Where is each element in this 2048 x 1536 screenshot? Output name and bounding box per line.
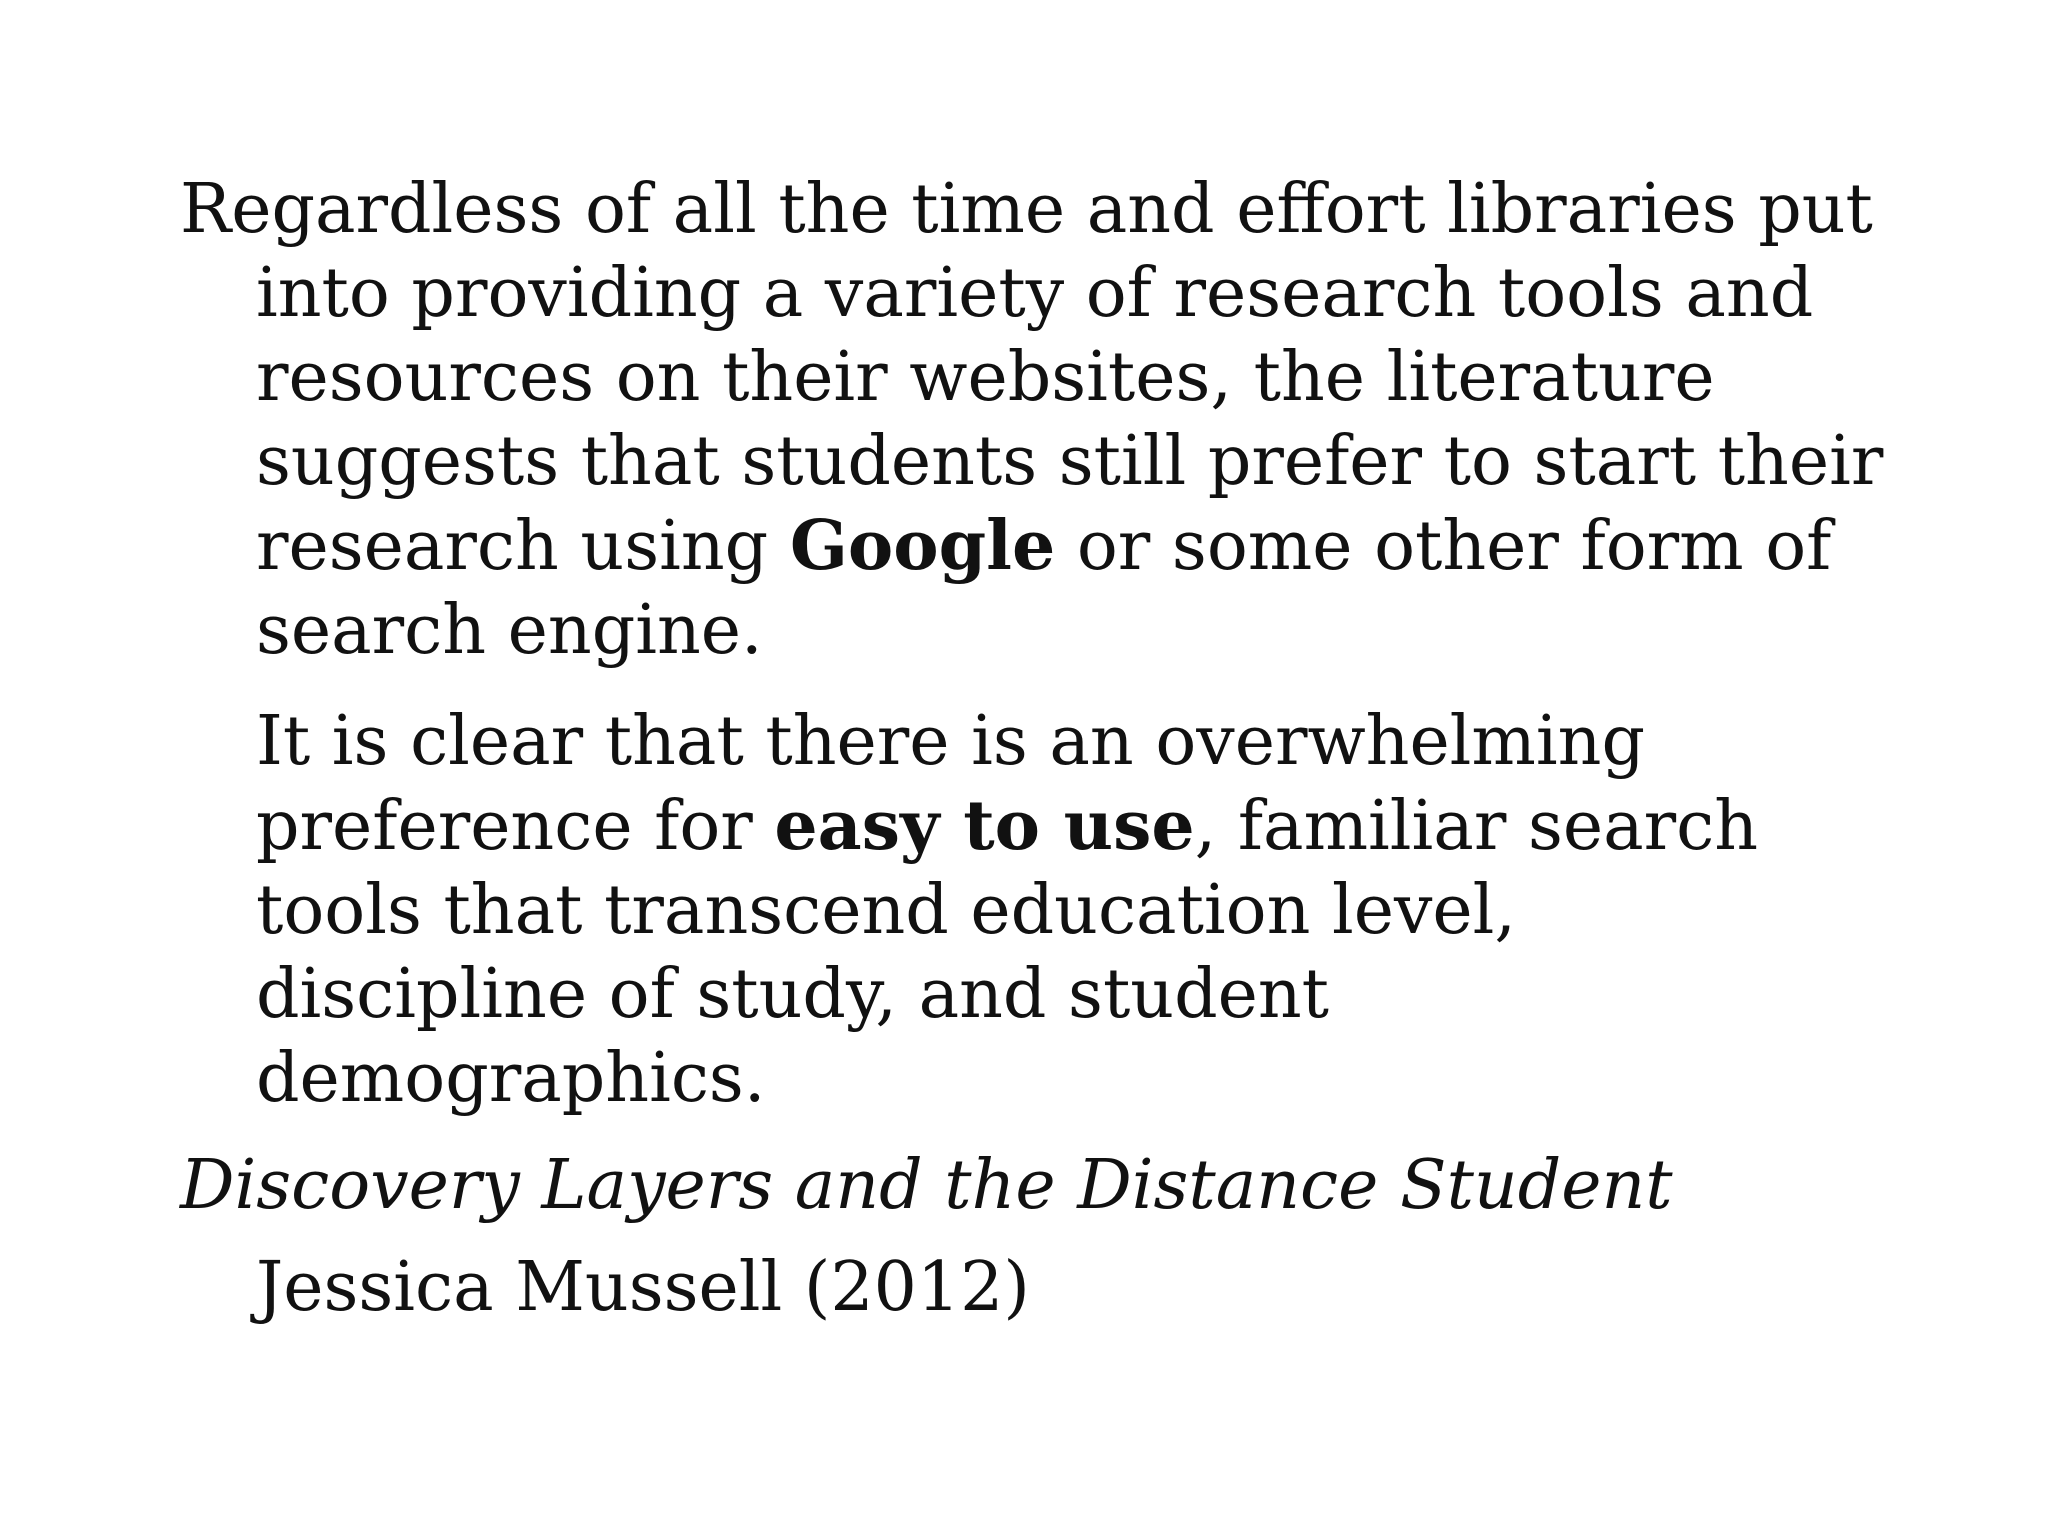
- paragraph-2-text-end: , familiar search tools that transcend education level, discipline of study, and student demographics.: [256, 787, 1759, 1118]
- quote-paragraph-2: [256, 700, 1816, 1121]
- paragraph-1-text-start: Regardless of all the time and effort libraries put into providing a variety of research tools and resources on their websites, the literature suggests that students still prefer to start their research using: [180, 170, 1884, 586]
- citation-author: Jessica Mussell (2012): [256, 1248, 1030, 1327]
- paragraph-1-text-end: or some other form of search engine.: [256, 507, 1832, 670]
- paragraph-2-bold-easy-to-use: easy to use: [774, 786, 1195, 866]
- quote-paragraph-1: [180, 168, 1896, 673]
- paragraph-2-text-start: It is clear that there is an overwhelming preference for: [256, 702, 1645, 866]
- paragraph-1-bold-google: Google: [789, 506, 1056, 586]
- citation-title: Discovery Layers and the Distance Student: [180, 1146, 1673, 1225]
